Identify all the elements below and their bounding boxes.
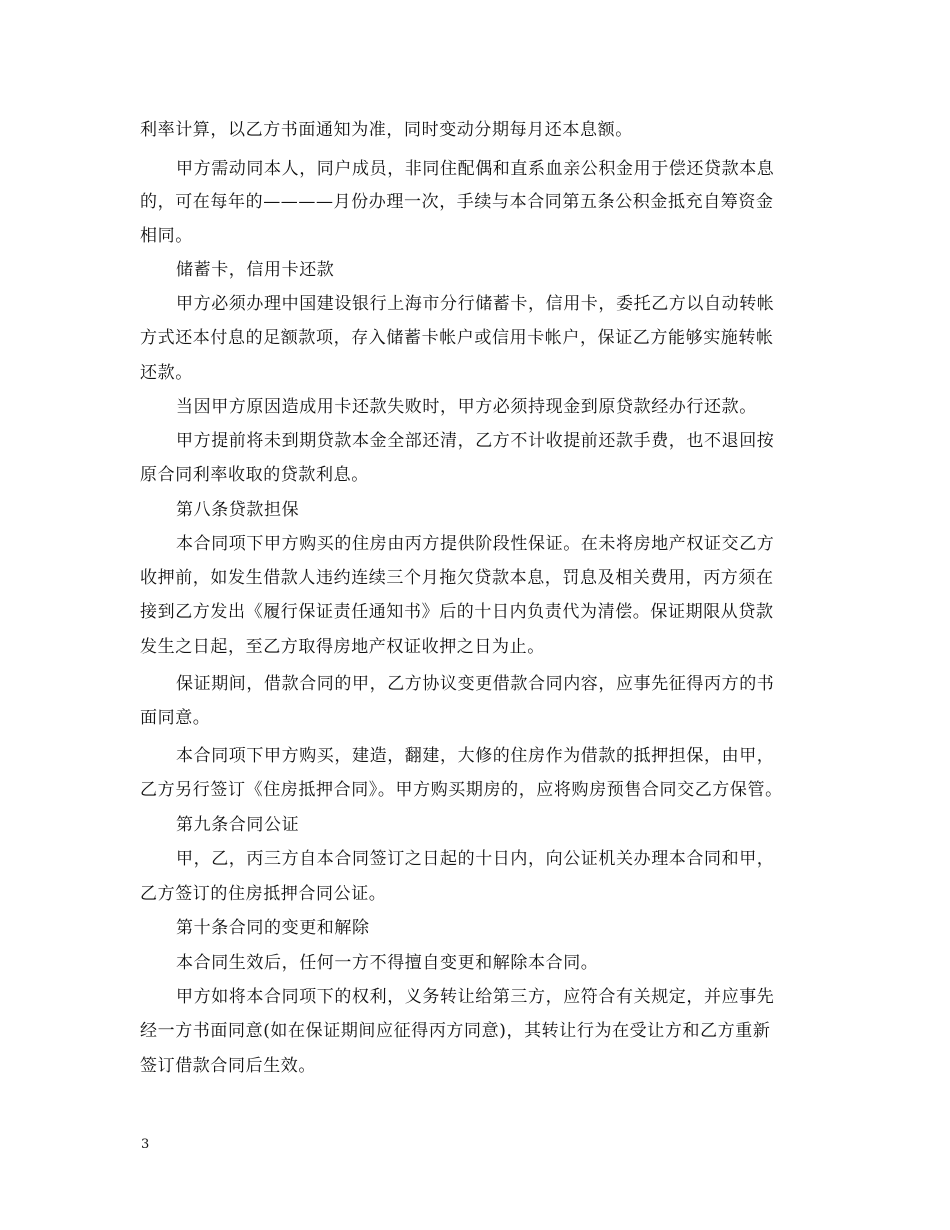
text-line: 方式还本付息的足额款项，存入储蓄卡帐户或信用卡帐户，保证乙方能够实施转帐 (140, 328, 774, 348)
section-heading: 第九条合同公证 (176, 815, 300, 835)
text-line: 原合同利率收取的贷款利息。 (140, 465, 369, 485)
section-heading: 储蓄卡，信用卡还款 (176, 260, 335, 280)
text-line: 接到乙方发出《履行保证责任通知书》后的十日内负责代为清偿。保证期限从贷款 (140, 602, 774, 622)
text-line: 经一方书面同意(如在保证期间应征得丙方同意)，其转让行为在受让方和乙方重新 (140, 1021, 771, 1041)
text-line: 甲方提前将未到期贷款本金全部还清，乙方不计收提前还款手费，也不退回按 (176, 431, 775, 451)
text-line: 相同。 (140, 226, 193, 246)
text-line: 发生之日起，至乙方取得房地产权证收押之日为止。 (140, 637, 545, 657)
text-line: 面同意。 (140, 708, 211, 728)
text-line: 本合同项下甲方购买，建造，翻建，大修的住房作为借款的抵押担保，由甲， (176, 746, 775, 766)
text-line: 当因甲方原因造成用卡还款失败时，甲方必须持现金到原贷款经办行还款。 (176, 397, 757, 417)
text-line: 的，可在每年的————月份办理一次，手续与本合同第五条公积金抵充自筹资金 (140, 192, 774, 212)
text-line: 甲方必须办理中国建设银行上海市分行储蓄卡，信用卡，委托乙方以自动转帐 (176, 294, 775, 314)
text-line: 收押前，如发生借款人违约连续三个月拖欠贷款本息，罚息及相关费用，丙方须在 (140, 568, 774, 588)
text-line: 签订借款合同后生效。 (140, 1056, 316, 1076)
text-line: 还款。 (140, 363, 193, 383)
section-heading: 第八条贷款担保 (176, 500, 300, 520)
text-line: 本合同生效后，任何一方不得擅自变更和解除本合同。 (176, 953, 599, 973)
text-line: 利率计算，以乙方书面通知为准，同时变动分期每月还本息额。 (140, 120, 633, 140)
page-number: 3 (141, 1137, 150, 1152)
text-line: 乙方签订的住房抵押合同公证。 (140, 884, 387, 904)
text-line: 甲方需动同本人，同户成员，非同住配偶和直系血亲公积金用于偿还贷款本息 (176, 159, 775, 179)
section-heading: 第十条合同的变更和解除 (176, 918, 370, 938)
text-line: 本合同项下甲方购买的住房由丙方提供阶段性保证。在未将房地产权证交乙方 (176, 534, 775, 554)
text-line: 乙方另行签订《住房抵押合同》。甲方购买期房的，应将购房预售合同交乙方保管。 (140, 780, 783, 800)
text-line: 甲方如将本合同项下的权利，义务转让给第三方，应符合有关规定，并应事先 (176, 987, 775, 1007)
text-line: 保证期间，借款合同的甲，乙方协议变更借款合同内容，应事先征得丙方的书 (176, 674, 775, 694)
text-line: 甲，乙，丙三方自本合同签订之日起的十日内，向公证机关办理本合同和甲， (176, 849, 775, 869)
